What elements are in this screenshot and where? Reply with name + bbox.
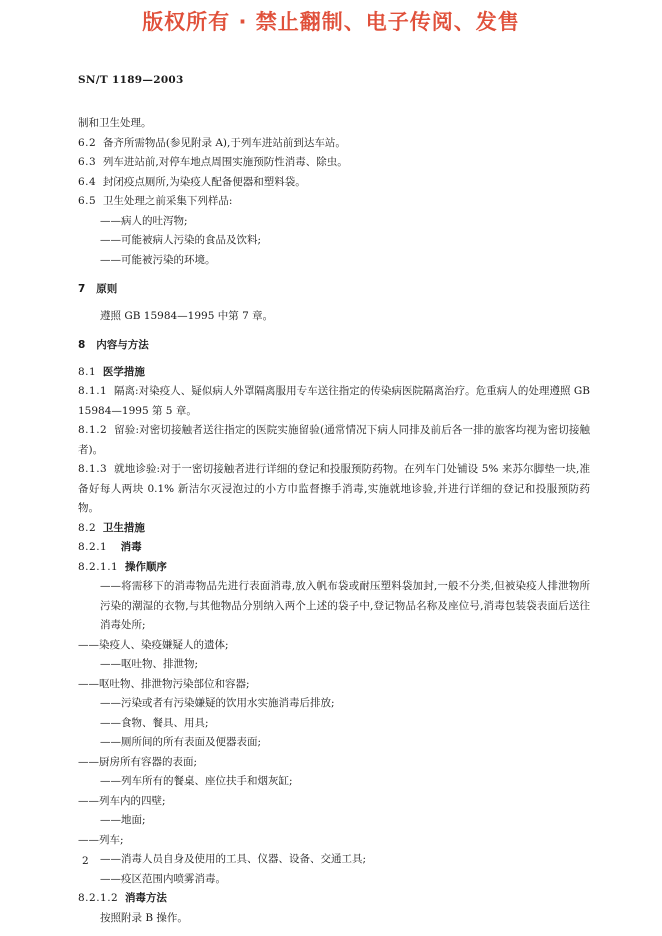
section-title: 内容与方法	[96, 339, 149, 351]
clause-number: 6.4	[78, 175, 97, 188]
clause-text: 封闭疫点厕所,为染疫人配备便器和塑料袋。	[102, 175, 306, 188]
list-item: ——病人的吐泻物;	[100, 214, 188, 227]
clause-text: 卫生处理之前采集下列样品:	[102, 195, 233, 207]
clause-text: 隔离:对染疫人、疑似病人外罩隔离服用专车送往指定的传染病医院隔离治疗。危重病人的处理遵照 GB 15984—1995 第 5 章。	[78, 385, 590, 417]
subsection-title: 操作顺序	[124, 560, 167, 573]
section-7-text: 遵照 GB 15984—1995 中第 7 章。	[100, 309, 274, 322]
subsection-number: 8.2.1.1	[78, 560, 119, 573]
subsection-number: 8.2	[78, 521, 97, 534]
list-item: ——将需移下的消毒物品先进行表面消毒,放入帆布袋或耐压塑料袋加封,一般不分类,但被染疫人排泄物所污染的潮湿的衣物,与其他物品分别纳入两个上述的袋子中,登记物品名称及座位号,消毒包装袋表面后送往消毒处所;	[100, 580, 590, 631]
section-number: 8	[78, 339, 86, 351]
list-item: ——可能被病人污染的食品及饮料;	[100, 234, 262, 246]
clause-8-1-2	[78, 421, 590, 460]
clause-8-1-3	[78, 460, 590, 519]
subsection-heading-8-1	[78, 363, 590, 383]
clause-6-2	[78, 134, 590, 154]
clause-8-1-1	[78, 382, 590, 421]
subsection-title: 医学措施	[102, 365, 145, 378]
subsection-heading-8-2-1	[78, 538, 590, 558]
list-item: ——列车;	[78, 833, 124, 846]
document-body	[78, 114, 590, 928]
list-item: ——列车内的四壁;	[78, 794, 166, 807]
list-item: ——染疫人、染疫嫌疑人的遗体;	[78, 638, 229, 651]
clause-number: 8.1.3	[78, 463, 108, 475]
clause-text: 留验:对密切接触者送往指定的医院实施留验(通常情况下病人同排及前后各一排的旅客均视为密切接触者)。	[78, 424, 590, 456]
clause-number: 6.2	[78, 136, 97, 149]
list-item: ——厕所间的所有表面及便器表面;	[100, 736, 262, 748]
clause-number: 6.5	[78, 195, 97, 207]
clause-6-5	[78, 192, 590, 212]
list-item: ——食物、餐具、用具;	[100, 716, 209, 729]
paragraph-continuation: 制和卫生处理。	[78, 117, 152, 129]
section-number: 7	[78, 283, 86, 295]
subsection-title: 消毒方法	[124, 892, 167, 904]
section-title: 原则	[96, 283, 118, 295]
clause-number: 8.1.2	[78, 424, 108, 436]
list-item: ——呕吐物、排泄物污染部位和容器;	[78, 677, 250, 690]
clause-text: 列车进站前,对停车地点周围实施预防性消毒、除虫。	[102, 156, 348, 168]
clause-number: 8.1.1	[78, 385, 108, 397]
list-item: ——地面;	[100, 814, 146, 826]
list-item: ——厨房所有容器的表面;	[78, 755, 198, 768]
clause-number: 6.3	[78, 156, 97, 168]
list-item: ——疫区范围内喷雾消毒。	[100, 872, 226, 885]
clause-8-2-1-2-text: 按照附录 B 操作。	[100, 911, 188, 924]
clause-6-4	[78, 173, 590, 193]
clause-text: 就地诊验:对于一密切接触者进行详细的登记和投服预防药物。在列车门处铺设 5% 来苏尔脚垫一块,准备好每人两块 0.1% 新洁尔灭浸泡过的小方巾监督擦手消毒,实施就地诊验,并进行详细的登记和投服预防药物。	[78, 463, 590, 514]
list-item: ——可能被污染的环境。	[100, 253, 216, 266]
subsection-heading-8-2-1-1	[78, 558, 590, 578]
subsection-heading-8-2	[78, 519, 590, 539]
standard-code: SN/T 1189—2003	[78, 74, 184, 86]
list-item: ——列车所有的餐桌、座位扶手和烟灰缸;	[100, 775, 293, 787]
section-heading-7	[78, 280, 590, 300]
clause-text: 备齐所需物品(参见附录 A),于列车进站前到达车站。	[102, 136, 346, 149]
subsection-number: 8.1	[78, 365, 97, 378]
subsection-title: 消毒	[120, 541, 142, 553]
subsection-title: 卫生措施	[102, 521, 145, 534]
list-item: ——呕吐物、排泄物;	[100, 658, 199, 670]
clause-6-3	[78, 153, 590, 173]
page-number: 2	[82, 855, 89, 867]
subsection-heading-8-2-1-2	[78, 889, 590, 909]
section-heading-8	[78, 336, 590, 356]
subsection-number: 8.2.1	[78, 541, 108, 553]
copyright-watermark: 版权所有 · 禁止翻制、电子传阅、发售	[142, 10, 520, 34]
subsection-number: 8.2.1.2	[78, 892, 119, 904]
list-item: ——消毒人员自身及使用的工具、仪器、设备、交通工具;	[100, 853, 367, 865]
list-item: ——污染或者有污染嫌疑的饮用水实施消毒后排放;	[100, 697, 335, 709]
